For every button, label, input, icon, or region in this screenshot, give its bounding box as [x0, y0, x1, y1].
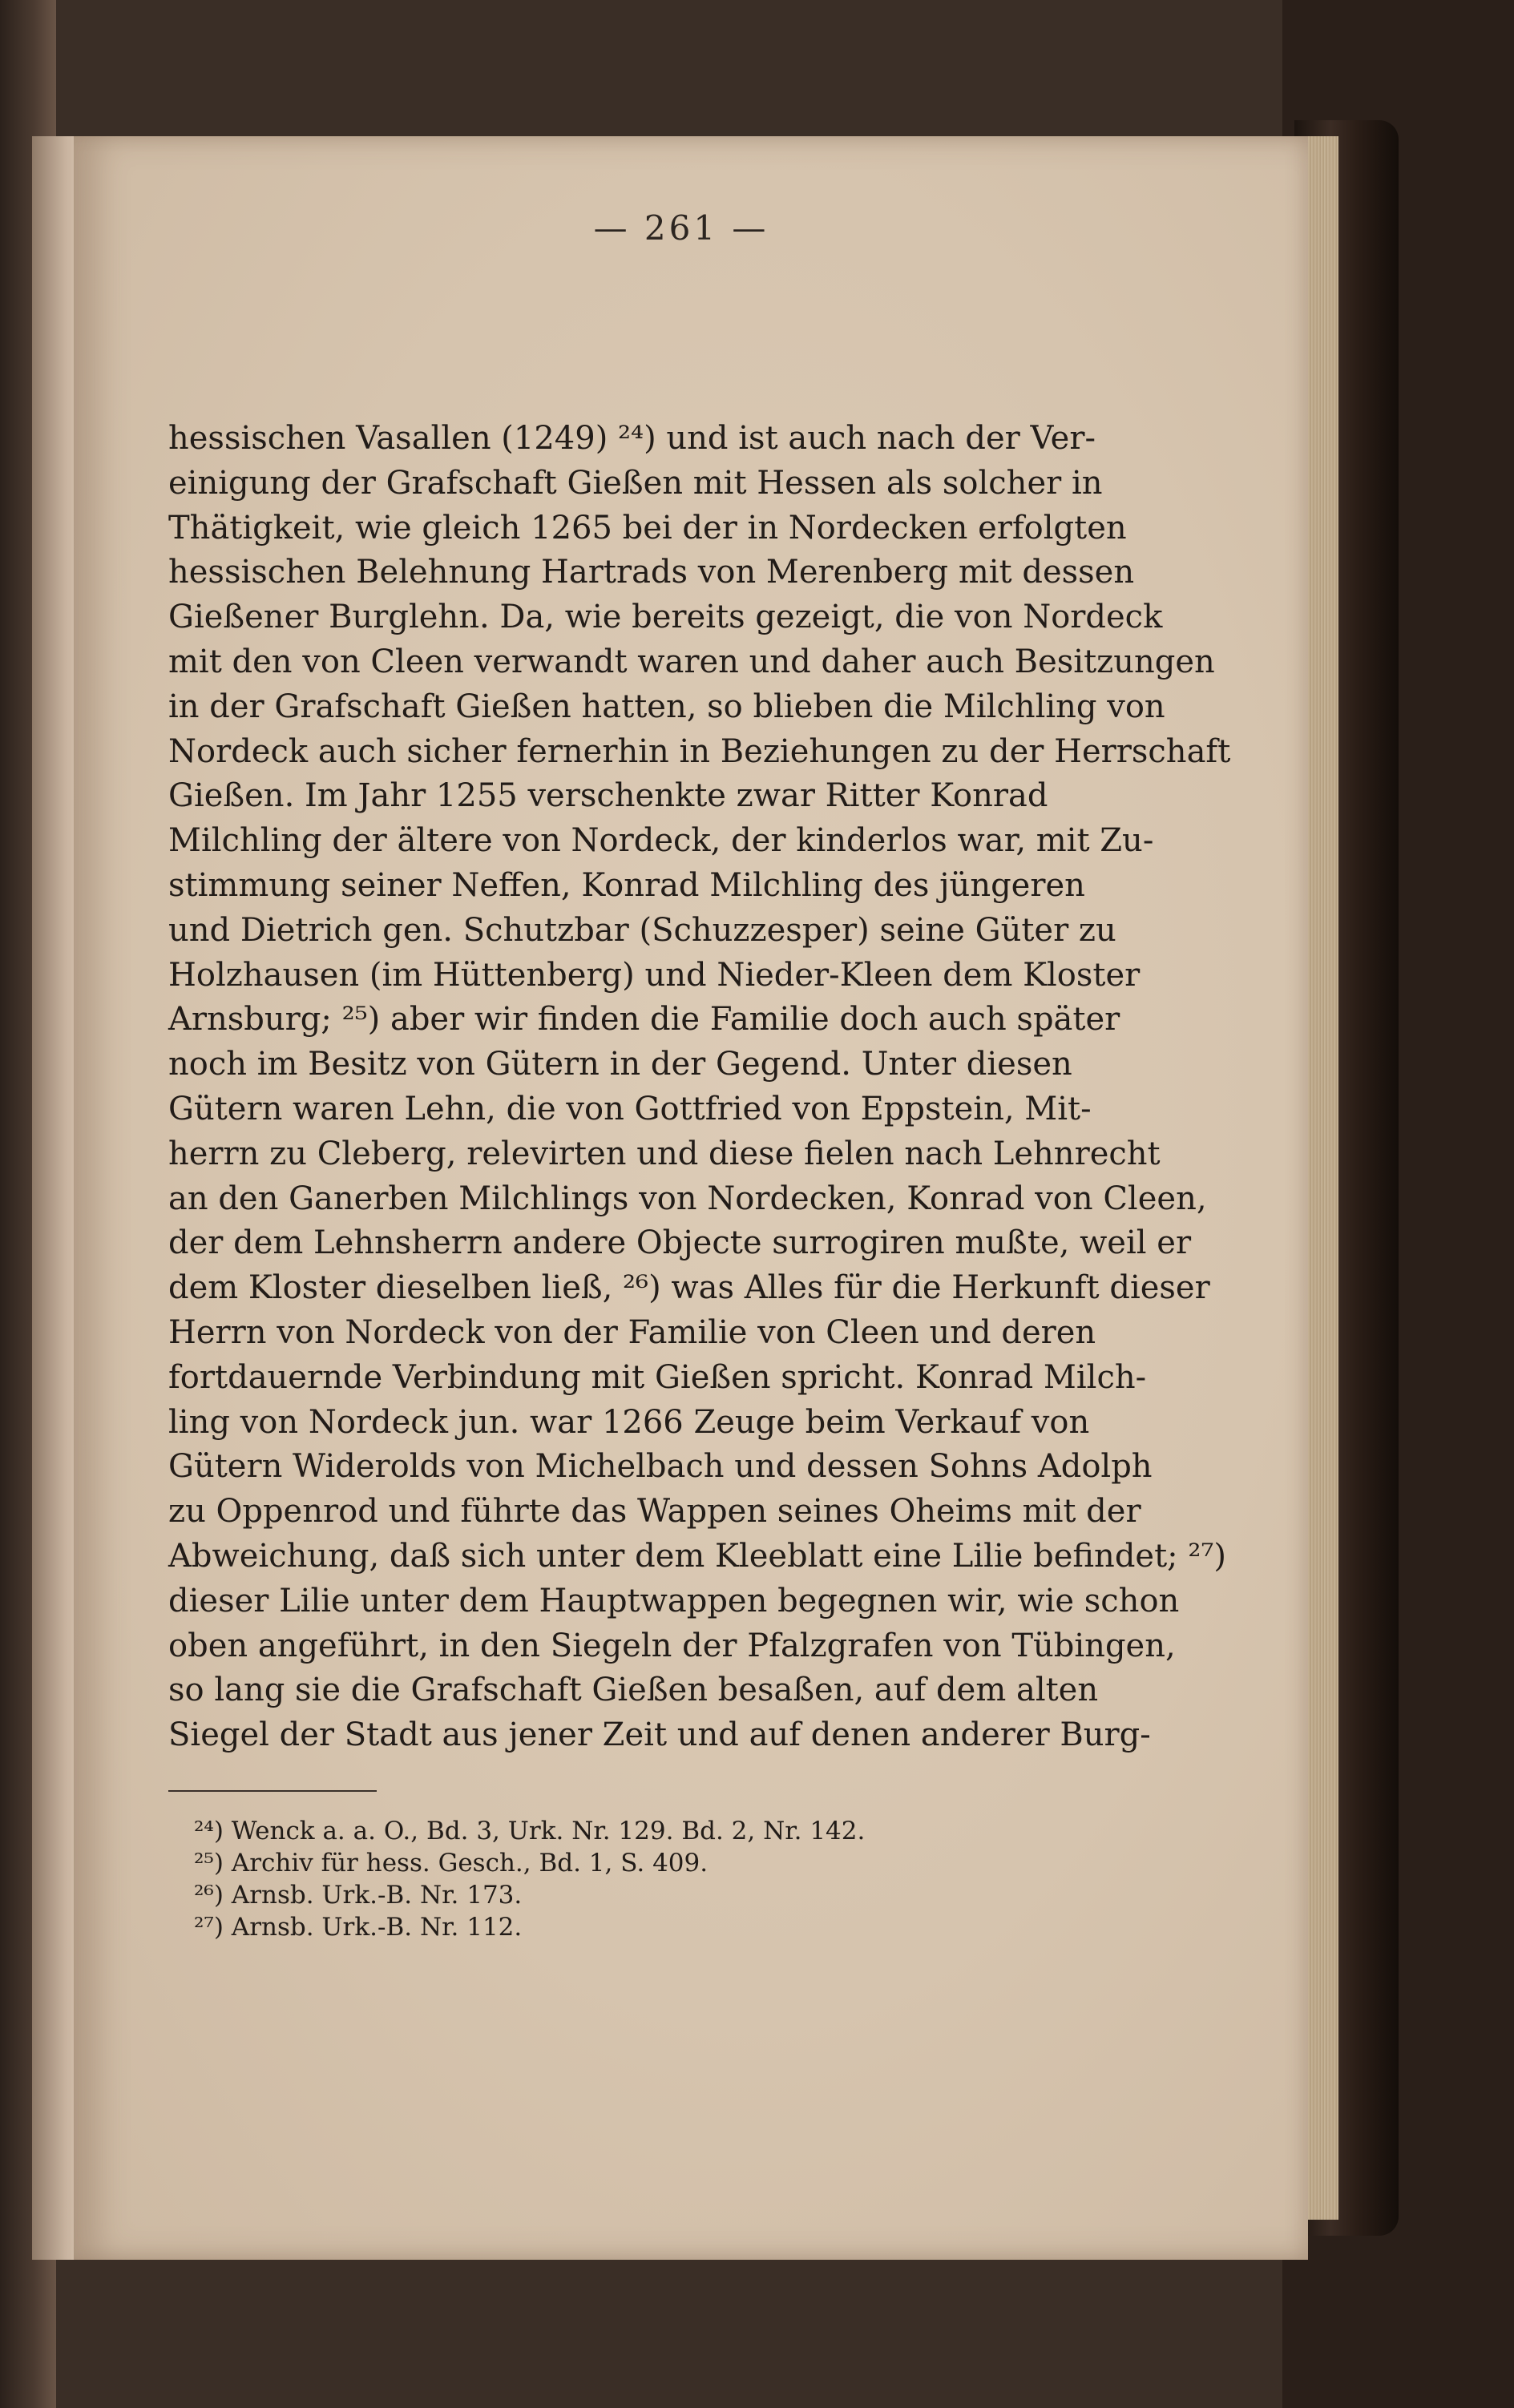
body-text — [168, 417, 1231, 1758]
text-line: Gießen. Im Jahr 1255 verschenkte zwar Ritter Konrad — [168, 777, 1048, 815]
footnote-divider — [168, 1790, 377, 1792]
footnote: ²⁵) Archiv für hess. Gesch., Bd. 1, S. 409. — [194, 1849, 709, 1878]
text-line: Milchling der ältere von Nordeck, der kinderlos war, mit Zu- — [168, 822, 1154, 860]
text-line: Holzhausen (im Hüttenberg) und Nieder-Kleen dem Kloster — [168, 956, 1141, 994]
page-number: — 261 — — [593, 208, 769, 248]
text-line: Siegel der Stadt aus jener Zeit und auf denen anderer Burg- — [168, 1716, 1151, 1754]
text-line: stimmung seiner Neffen, Konrad Milchling des jüngeren — [168, 866, 1085, 904]
text-line: herrn zu Cleberg, relevirten und diese fielen nach Lehnrecht — [168, 1135, 1161, 1172]
footnotes — [194, 1815, 995, 1943]
footnote: ²⁷) Arnsb. Urk.-B. Nr. 112. — [194, 1913, 523, 1942]
text-line: Gütern waren Lehn, die von Gottfried von Eppstein, Mit- — [168, 1090, 1092, 1127]
text-line: und Dietrich gen. Schutzbar (Schuzzesper) seine Güter zu — [168, 911, 1116, 949]
text-line: fortdauernde Verbindung mit Gießen spricht. Konrad Milch- — [168, 1358, 1147, 1396]
text-line: einigung der Grafschaft Gießen mit Hessen als solcher in — [168, 464, 1103, 502]
text-line: Nordeck auch sicher fernerhin in Beziehungen zu der Herrschaft — [168, 732, 1231, 770]
text-line: Arnsburg; ²⁵) aber wir finden die Familie doch auch später — [168, 1001, 1120, 1039]
previous-page-sliver — [32, 136, 80, 2260]
text-line: Gütern Widerolds von Michelbach und dessen Sohns Adolph — [168, 1448, 1153, 1486]
text-line: dieser Lilie unter dem Hauptwappen begegnen wir, wie schon — [168, 1582, 1180, 1619]
text-line: Herrn von Nordeck von der Familie von Cleen und deren — [168, 1313, 1096, 1351]
text-line: Gießener Burglehn. Da, wie bereits gezeigt, die von Nordeck — [168, 599, 1163, 636]
text-line: in der Grafschaft Gießen hatten, so blieben die Milchling von — [168, 688, 1165, 725]
text-line: so lang sie die Grafschaft Gießen besaßen, auf dem alten — [168, 1672, 1099, 1709]
text-line: noch im Besitz von Gütern in der Gegend. Unter diesen — [168, 1046, 1072, 1083]
text-line: dem Kloster dieselben ließ, ²⁶) was Alles für die Herkunft dieser — [168, 1269, 1210, 1307]
text-line: hessischen Belehnung Hartrads von Merenberg mit dessen — [168, 554, 1135, 591]
text-line: oben angeführt, in den Siegeln der Pfalzgrafen von Tübingen, — [168, 1627, 1176, 1664]
text-line: zu Oppenrod und führte das Wappen seines Oheims mit der — [168, 1493, 1141, 1531]
text-line: der dem Lehnsherrn andere Objecte surrogiren mußte, weil er — [168, 1224, 1192, 1262]
footnote: ²⁶) Arnsb. Urk.-B. Nr. 173. — [194, 1881, 523, 1910]
text-line: Thätigkeit, wie gleich 1265 bei der in Nordecken erfolgten — [168, 509, 1127, 547]
text-line: an den Ganerben Milchlings von Nordecken, Konrad von Cleen, — [168, 1180, 1207, 1217]
text-line: mit den von Cleen verwandt waren und daher auch Besitzungen — [168, 643, 1215, 680]
text-line: Abweichung, daß sich unter dem Kleeblatt eine Lilie befindet; ²⁷) — [168, 1537, 1227, 1575]
text-line: hessischen Vasallen (1249) ²⁴) und ist auch nach der Ver- — [168, 420, 1096, 457]
text-line: ling von Nordeck jun. war 1266 Zeuge beim Verkauf von — [168, 1403, 1090, 1441]
footnote: ²⁴) Wenck a. a. O., Bd. 3, Urk. Nr. 129. Bd. 2, Nr. 142. — [194, 1817, 866, 1845]
